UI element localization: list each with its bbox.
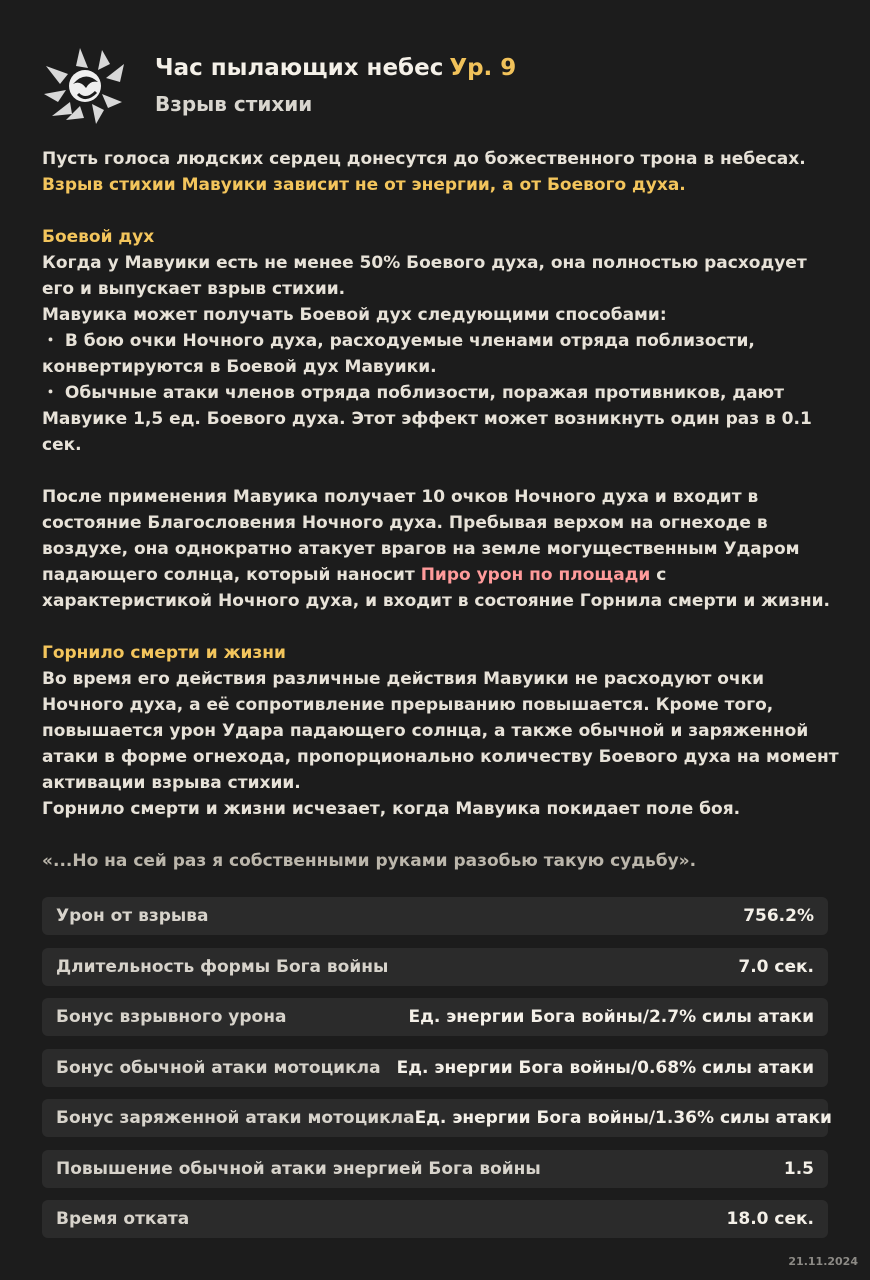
skill-description: [42, 146, 842, 874]
mavuika-burst-icon: [40, 44, 126, 126]
stat-row: [42, 897, 828, 935]
skill-header: [40, 40, 840, 130]
stat-row: [42, 948, 828, 986]
date-stamp: 21.11.2024: [788, 1255, 858, 1268]
intro-highlight: Взрыв стихии Мавуики зависит не от энергии, а от Боевого духа.: [42, 175, 686, 195]
stat-label: Урон от взрыва: [56, 906, 209, 926]
stat-value: 1.5: [783, 1158, 814, 1179]
stat-value: 7.0 сек.: [738, 956, 814, 977]
crucible-text: Во время его действия различные действия Мавуики не расходуют очки Ночного духа, а её сопротивление прерыванию повышается. Кроме того, повышается урон Удара падающего солнца, а также обычной и заряженной атаки в форме огнехода, пропорционально количеству Боевого духа на момент активации взрыва стихии.: [42, 669, 839, 793]
stat-label: Длительность формы Бога войны: [56, 956, 389, 977]
pyro-damage-highlight: Пиро урон по площади: [420, 565, 651, 585]
after-use-text: После применения Мавуика получает 10 очков Ночного духа и входит в состояние Благословения Ночного духа. Пребывая верхом на огнеходе в воздухе, она однократно атакует врагов на земле могущественным Ударом падающего солнца, который наносит: [42, 487, 800, 585]
stat-value: 18.0 сек.: [726, 1209, 814, 1229]
stat-row: [42, 1099, 832, 1137]
stat-row: [42, 1150, 828, 1188]
stat-label: Время отката: [56, 1209, 190, 1229]
stat-value: Ед. энергии Бога войны/0.68% силы атаки: [396, 1057, 814, 1078]
stat-label: Бонус взрывного урона: [56, 1007, 287, 1027]
skill-title-row: [155, 55, 516, 81]
stat-row: [42, 998, 828, 1036]
stat-label: Бонус заряженной атаки мотоцикла: [56, 1108, 415, 1128]
skill-level: Ур. 9: [449, 55, 517, 81]
fighting-spirit-text: Когда у Мавуики есть не менее 50% Боевого духа, она полностью расходует его и выпускает взрыв стихии.: [42, 253, 807, 299]
intro-line: Пусть голоса людских сердец донесутся до божественного трона в небесах.: [42, 149, 806, 169]
fighting-spirit-heading: Боевой дух: [42, 227, 155, 247]
skill-title: Час пылающих небес: [155, 55, 444, 81]
stat-label: Повышение обычной атаки энергией Бога войны: [56, 1158, 541, 1179]
after-use-text-end: с характеристикой Ночного духа, и входит в состояние Горнила смерти и жизни.: [42, 565, 830, 611]
stat-row: [42, 1200, 828, 1238]
fighting-spirit-sources: Мавуика может получать Боевой дух следующими способами:: [42, 305, 667, 325]
stat-value: Ед. энергии Бога войны/1.36% силы атаки: [414, 1108, 832, 1128]
stat-value: 756.2%: [743, 906, 814, 926]
crucible-heading: Горнило смерти и жизни: [42, 643, 286, 663]
after-use-paragraph: [42, 484, 842, 614]
stat-row: [42, 1049, 828, 1087]
bullet-item: ・ Обычные атаки членов отряда поблизости, поражая противников, дают Мавуике 1,5 ед. Боевого духа. Этот эффект может возникнуть один раз в 0.1 сек.: [42, 383, 812, 455]
flavor-quote: «...Но на сей раз я собственными руками разобью такую судьбу».: [42, 851, 697, 871]
stat-label: Бонус обычной атаки мотоцикла: [56, 1057, 381, 1078]
stats-table: [42, 897, 832, 1251]
stat-value: Ед. энергии Бога войны/2.7% силы атаки: [408, 1007, 814, 1027]
crucible-end-text: Горнило смерти и жизни исчезает, когда Мавуика покидает поле боя.: [42, 799, 741, 819]
bullet-item: ・ В бою очки Ночного духа, расходуемые членами отряда поблизости, конвертируются в Боевой дух Мавуики.: [42, 331, 755, 377]
skill-type: Взрыв стихии: [155, 92, 313, 116]
